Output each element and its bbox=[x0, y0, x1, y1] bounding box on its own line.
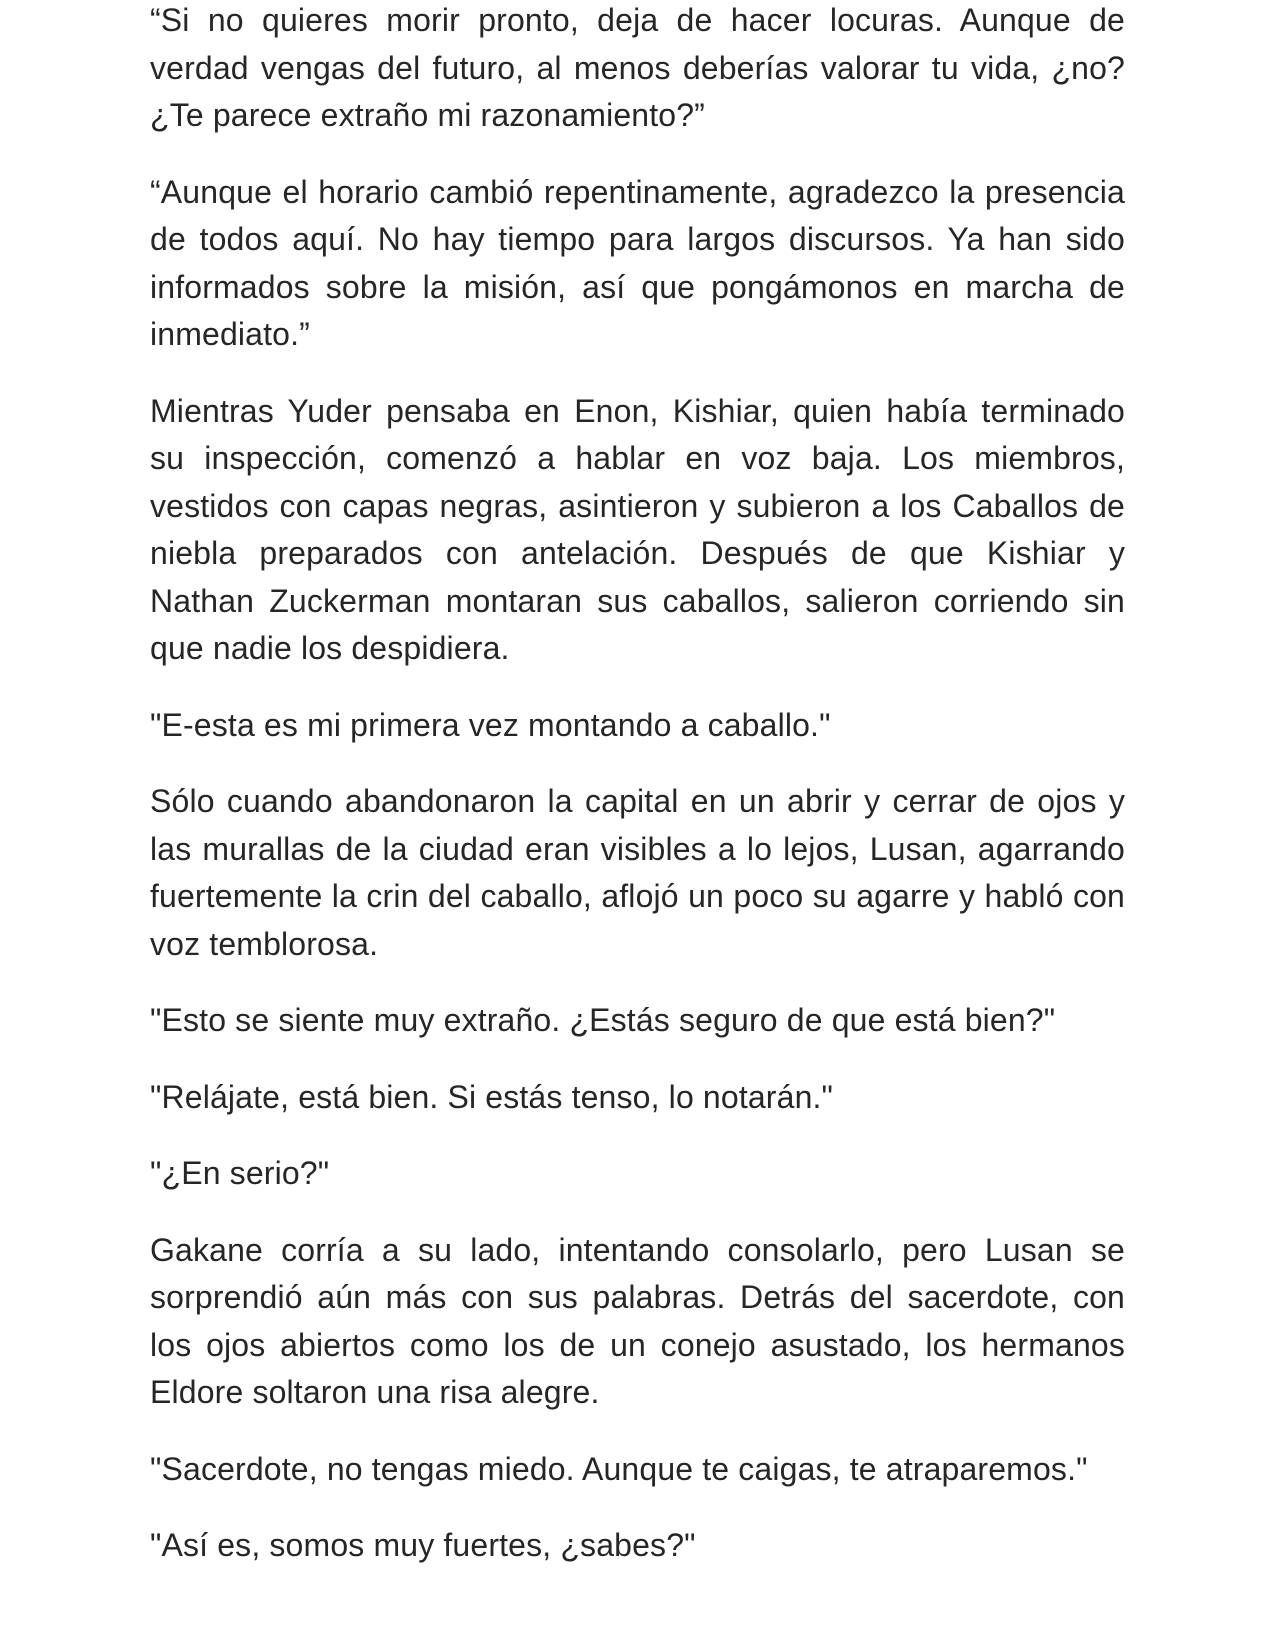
paragraph-5: Sólo cuando abandonaron la capital en un abrir y cerrar de ojos y las murallas de la ciudad eran visibles a lo lejos, Lusan, agarrando fuertemente la crin del caballo, aflojó un poco su agarre y habló con voz temblorosa. bbox=[150, 783, 1125, 962]
paragraph-8: "¿En serio?" bbox=[150, 1155, 330, 1191]
paragraph-4: "E-esta es mi primera vez montando a caballo." bbox=[150, 706, 831, 743]
paragraph-3: Mientras Yuder pensaba en Enon, Kishiar, quien había terminado su inspección, comenzó a hablar en voz baja. Los miembros, vestidos con capas negras, asintieron y subieron a los Caballos de niebla preparados con antelación. Después de que Kishiar y Nathan Zuckerman montaran sus caballos, salieron corriendo sin que nadie los despidiera. bbox=[150, 392, 1125, 666]
paragraph-10: "Sacerdote, no tengas miedo. Aunque te caigas, te atraparemos." bbox=[150, 1450, 1088, 1487]
paragraph-9: Gakane corría a su lado, intentando consolarlo, pero Lusan se sorprendió aún más con sus palabras. Detrás del sacerdote, con los ojos abiertos como los de un conejo asustado, los hermanos Eldore soltaron una risa alegre. bbox=[150, 1231, 1125, 1410]
paragraph-7: "Relájate, está bien. Si estás tenso, lo notarán." bbox=[150, 1078, 834, 1115]
paragraph-1: “Si no quieres morir pronto, deja de hacer locuras. Aunque de verdad vengas del futuro, al menos deberías valorar tu vida, ¿no? ¿Te parece extraño mi razonamiento?” bbox=[150, 2, 1125, 133]
paragraph-2: “Aunque el horario cambió repentinamente, agradezco la presencia de todos aquí. No hay tiempo para largos discursos. Ya han sido informados sobre la misión, así que pongámonos en marcha de inmediato.” bbox=[150, 173, 1125, 352]
document-page bbox=[150, 0, 1125, 1570]
paragraph-6: "Esto se siente muy extraño. ¿Estás seguro de que está bien?" bbox=[150, 1002, 1056, 1038]
paragraph-11: "Así es, somos muy fuertes, ¿sabes?" bbox=[150, 1527, 696, 1563]
